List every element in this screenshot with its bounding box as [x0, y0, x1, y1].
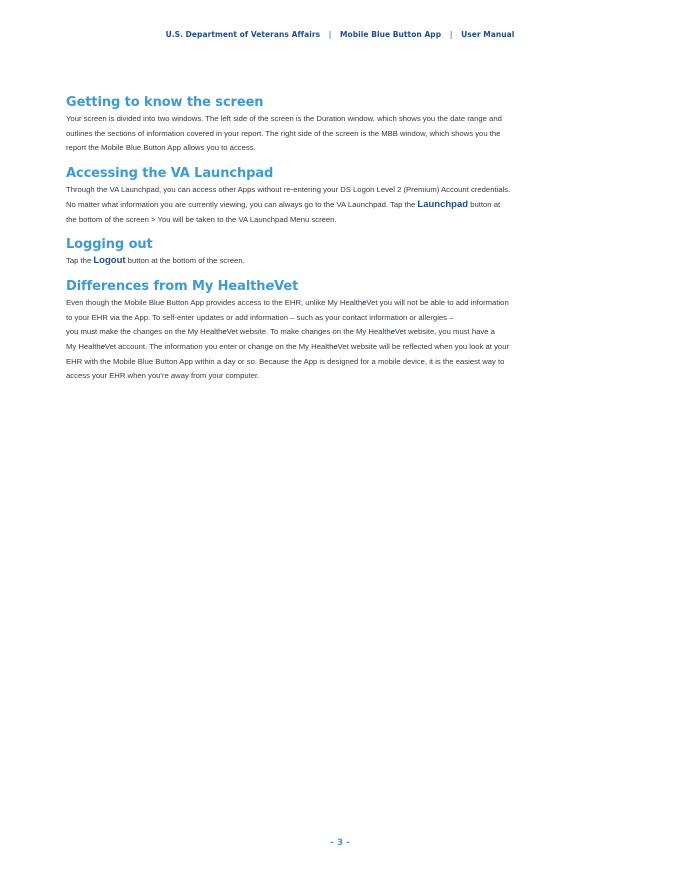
section-title: Accessing the VA Launchpad — [66, 166, 274, 182]
section-launchpad — [66, 165, 616, 227]
body-line: Your screen is divided into two windows. The left side of the screen is the Duration window, which shows you the date range and — [66, 114, 502, 123]
section-body — [66, 183, 616, 227]
section-title: Getting to know the screen — [66, 95, 264, 110]
section-body — [66, 112, 616, 156]
page-header — [0, 30, 680, 39]
body-text: button at the bottom of the screen. — [125, 256, 245, 266]
body-line: Through the VA Launchpad, you can access other Apps without re-entering your DS Logon Level 2 (Premium) Account credentials. — [66, 185, 511, 195]
body-text: Vet website, you must have a — [394, 327, 495, 337]
body-text: to your EHR via the App. To self-enter updates or add information – such as your contact information or allergies – — [66, 312, 454, 322]
brand-e: e — [222, 327, 227, 337]
title-text: Differences from My Health — [66, 278, 266, 294]
section-screen — [66, 94, 616, 156]
body-text: Even though the Mobile Blue Button App provides access to the EHR, unlike My Health — [66, 297, 363, 307]
body-line: No matter what information you are currently viewing, you can always go to the VA Launchpad. Tap the — [66, 199, 418, 209]
body-text: My Health — [66, 342, 101, 352]
title-e: e — [265, 278, 275, 294]
logout-button-label: Logout — [93, 255, 126, 267]
header-app: Mobile Blue Button App — [340, 30, 442, 39]
page-content — [66, 94, 616, 393]
body-text: Tap the — [66, 256, 94, 266]
brand-e: e — [333, 342, 338, 352]
body-text: Vet website will be reflected when you look at your — [337, 342, 510, 352]
brand-e: e — [390, 327, 395, 337]
section-body — [66, 254, 616, 269]
body-line: button at — [468, 199, 501, 209]
body-text: Vet account. The information you enter or change on the My Health — [104, 342, 334, 352]
body-text: you must make the changes on the My Health — [66, 327, 223, 337]
section-body — [66, 296, 616, 384]
body-line: outlines the sections of information covered in your report. The right side of the screen is the MBB window, which shows you the — [66, 128, 501, 138]
section-title — [66, 278, 616, 295]
section-differences — [66, 278, 616, 384]
section-logout — [66, 236, 616, 269]
section-title: Logging out — [66, 237, 153, 253]
brand-e: e — [100, 342, 105, 352]
body-line: the bottom of the screen > You will be taken to the VA Launchpad Menu screen. — [66, 214, 337, 224]
brand-e: e — [362, 297, 367, 307]
body-text: Vet you will not be able to add information — [366, 297, 509, 307]
body-text: access your EHR when you're away from your computer. — [66, 371, 260, 381]
header-doc: User Manual — [461, 30, 515, 39]
body-text: Vet website. To make changes on the My Health — [226, 327, 391, 337]
body-line: report the Mobile Blue Button App allows you to access. — [66, 143, 256, 153]
header-org: U.S. Department of Veterans Affairs — [165, 30, 321, 39]
header-separator: | — [328, 30, 332, 39]
page-number: - 3 - — [330, 838, 350, 848]
launchpad-button-label: Launchpad — [417, 198, 469, 210]
header-separator: | — [449, 30, 453, 39]
title-text: Vet — [274, 278, 299, 294]
body-text: EHR with the Mobile Blue Button App within a day or so. Because the App is designed for a mobile device, it is the easiest way to — [66, 356, 505, 366]
